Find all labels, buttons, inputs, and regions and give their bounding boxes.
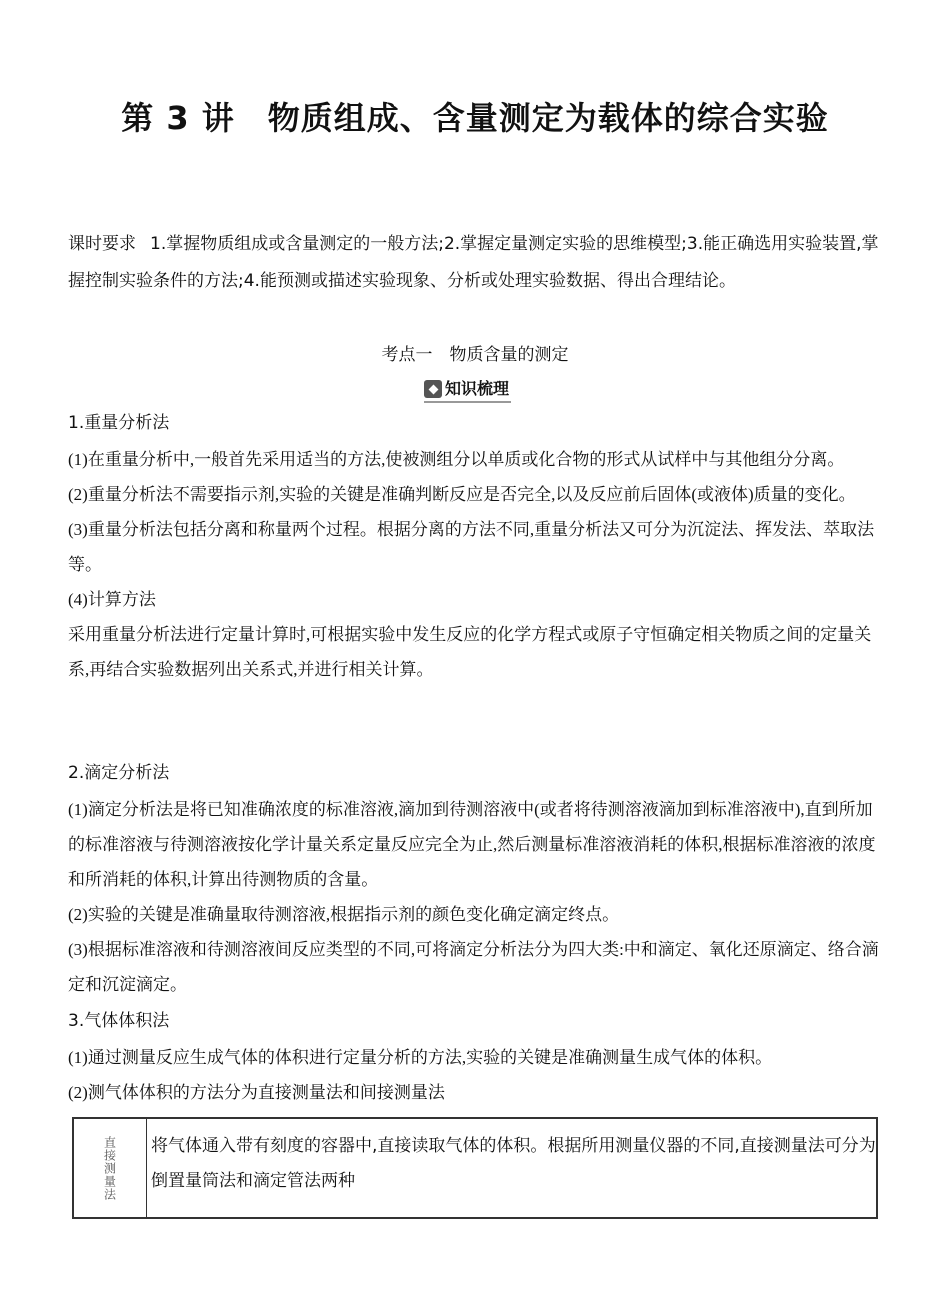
paragraph: (2)实验的关键是准确量取待测溶液,根据指示剂的颜色变化确定滴定终点。 (68, 905, 620, 924)
table-row-label-cell (74, 1119, 147, 1217)
section-titration (68, 760, 884, 1002)
badge-label: 知识梳理 (445, 379, 510, 398)
section-heading: 2.滴定分析法 (68, 763, 170, 783)
paragraph: (3)根据标准溶液和待测溶液间反应类型的不同,可将滴定分析法分为四大类:中和滴定、氧化还原滴定、络合滴定和沉淀滴定。 (68, 940, 879, 994)
direct-measure-label: 直接测量法 (102, 1135, 117, 1201)
requirements-label: 课时要求 (68, 234, 136, 254)
section-gas-volume (68, 1008, 884, 1110)
paragraph: (3)重量分析法包括分离和称量两个过程。根据分离的方法不同,重量分析法又可分为沉淀法、挥发法、萃取法等。 (68, 520, 875, 574)
paragraph: (2)重量分析法不需要指示剂,实验的关键是准确判断反应是否完全,以及反应前后固体(或液体)质量的变化。 (68, 485, 856, 504)
lesson-requirements (68, 226, 884, 300)
paragraph: (2)测气体体积的方法分为直接测量法和间接测量法 (68, 1083, 445, 1102)
diamond-icon (424, 380, 442, 398)
section-heading: 1.重量分析法 (68, 413, 170, 433)
section-heading: 3.气体体积法 (68, 1011, 170, 1031)
section-title-kaodian: 考点一 物质含量的测定 (381, 345, 569, 365)
requirements-text: 1.掌握物质组成或含量测定的一般方法;2.掌握定量测定实验的思维模型;3.能正确选用实验装置,掌握控制实验条件的方法;4.能预测或描述实验现象、分析或处理实验数据、得出合理结论。 (68, 234, 879, 291)
table-content-cell: 将气体通入带有刻度的容器中,直接读取气体的体积。根据所用测量仪器的不同,直接测量法可分为倒置量筒法和滴定管法两种 (151, 1136, 876, 1191)
method-table (72, 1117, 878, 1219)
paragraph: (1)通过测量反应生成气体的体积进行定量分析的方法,实验的关键是准确测量生成气体的体积。 (68, 1048, 773, 1067)
paragraph: (4)计算方法 (68, 590, 156, 609)
page-title: 第 3 讲 物质组成、含量测定为载体的综合实验 (121, 99, 829, 137)
section-gravimetric (68, 410, 884, 687)
paragraph: (1)滴定分析法是将已知准确浓度的标准溶液,滴加到待测溶液中(或者将待测溶液滴加到标准溶液中),直到所加的标准溶液与待测溶液按化学计量关系定量反应完全为止,然后测量标准溶液消耗的体积,根据标准溶液的浓度和所消耗的体积,计算出待测物质的含量。 (68, 800, 876, 889)
knowledge-badge (424, 377, 511, 403)
paragraph: 采用重量分析法进行定量计算时,可根据实验中发生反应的化学方程式或原子守恒确定相关物质之间的定量关系,再结合实验数据列出关系式,并进行相关计算。 (68, 625, 872, 679)
paragraph: (1)在重量分析中,一般首先采用适当的方法,使被测组分以单质或化合物的形式从试样中与其他组分分离。 (68, 450, 845, 469)
